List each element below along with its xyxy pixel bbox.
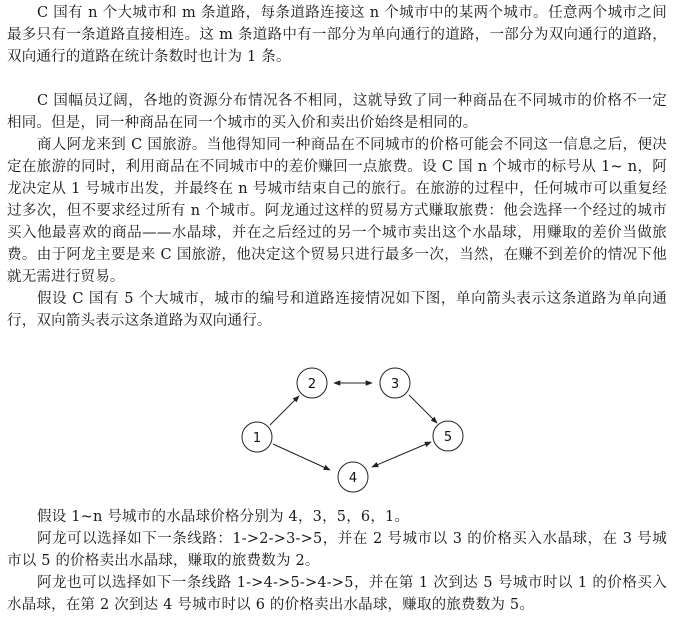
city-node-1 (242, 422, 272, 452)
city-label-3: 3 (390, 377, 400, 392)
paragraph-route-example-2: 阿龙也可以选择如下一条线路 1->4->5->4->5，并在第 1 次到达 5 号城市时以 1 的价格买入水晶球，在第 2 次到达 4 号城市时以 6 的价格卖出水晶球，赚取的旅费数为 5。 (7, 575, 667, 613)
city-node-5 (433, 421, 463, 451)
paragraph-example-setup: 假设 C 国有 5 个大城市，城市的编号和道路连接情况如下图，单向箭头表示这条道路为单向通行，双向箭头表示这条道路为双向通行。 (7, 291, 667, 329)
paragraph-route-example-1: 阿龙可以选择如下一条线路：1->2->3->5，并在 2 号城市以 3 的价格买入水晶球，在 3 号城市以 5 的价格卖出水晶球，赚取的旅费数为 2。 (7, 531, 667, 569)
edge-4-to-5 (372, 442, 431, 467)
edge-1-to-4 (273, 444, 330, 470)
edge-1-to-2 (270, 396, 299, 425)
paragraph-trade-rules: 商人阿龙来到 C 国旅游。当他得知同一种商品在不同城市的价格可能会不同这一信息之后，便决定在旅游的同时，利用商品在不同城市中的差价赚回一点旅费。设 C 国 n 个城市的标号从 1~ n，阿龙决定从 1 号城市出发，并最终在 n 号城市结束自己的旅行。在旅游的过程中，任何城市可以重复经过多次，但不要求经过所有 n 个城市。阿龙通过这样的贸易方式赚取旅费：他会选择一个经过的城市买入他最喜欢的商品——水晶球，并在之后经过的另一个城市卖出这个水晶球，用赚取的差价当做旅费。由于阿龙主要是来 C 国旅游，他决定这个贸易只进行最多一次，当然，在赚不到差价的情况下他就无需进行贸易。 (7, 137, 667, 285)
paragraph-problem-intro: C 国有 n 个大城市和 m 条道路，每条道路连接这 n 个城市中的某两个城市。任意两个城市之间最多只有一条道路直接相连。这 m 条道路中有一部分为单向通行的道路，一部分为双向通行的道路，双向通行的道路在统计条数时也计为 1 条。 (7, 5, 667, 65)
city-label-4: 4 (348, 471, 358, 486)
city-label-2: 2 (307, 377, 317, 392)
city-node-3 (380, 368, 410, 398)
city-label-1: 1 (252, 431, 262, 446)
city-road-diagram (0, 340, 673, 510)
city-node-2 (297, 368, 327, 398)
edge-3-to-5 (409, 395, 437, 423)
city-node-4 (338, 462, 368, 492)
city-label-5: 5 (443, 430, 453, 445)
paragraph-price-difference: C 国幅员辽阔，各地的资源分布情况各不相同，这就导致了同一种商品在不同城市的价格不一定相同。但是，同一种商品在同一个城市的买入价和卖出价始终是相同的。 (7, 93, 667, 131)
paragraph-prices: 假设 1~n 号城市的水晶球价格分别为 4，3，5，6，1。 (37, 509, 410, 525)
